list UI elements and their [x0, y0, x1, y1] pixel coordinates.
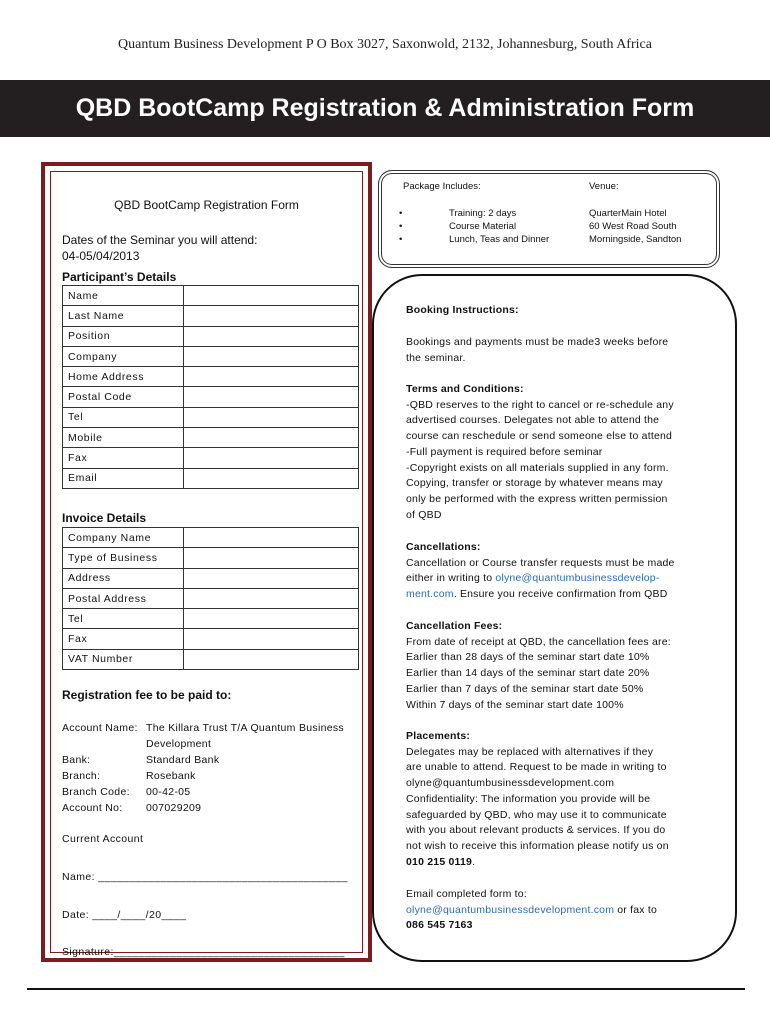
bank-row: [62, 754, 220, 766]
booking-line: Bookings and payments must be made3 weeks before: [406, 336, 669, 348]
participant-field-input[interactable]: [183, 326, 358, 346]
info-box: [372, 274, 737, 962]
table-row: [63, 346, 359, 366]
placements-section: [406, 729, 706, 870]
invoice-field-input[interactable]: [183, 528, 358, 548]
participant-heading: Participant’s Details: [62, 270, 177, 284]
name-signature-line[interactable]: Name: ________________________________________: [62, 871, 348, 883]
branch-code-label: Branch Code:: [62, 786, 130, 798]
invoice-field-label: Tel: [63, 609, 184, 629]
account-name-row: [62, 722, 344, 734]
invoice-field-label: Company Name: [63, 528, 184, 548]
package-item: Training: 2 days: [449, 208, 517, 219]
participant-field-input[interactable]: [183, 468, 358, 488]
invoice-heading: Invoice Details: [62, 511, 147, 525]
table-row: [63, 568, 359, 588]
dates-value: 04-05/04/2013: [62, 249, 140, 263]
participant-field-label: Last Name: [63, 306, 184, 326]
account-no-label: Account No:: [62, 802, 123, 814]
branch-value: Rosebank: [146, 770, 196, 782]
fees-line: From date of receipt at QBD, the cancellation fees are:: [406, 635, 671, 648]
page-title: QBD BootCamp Registration & Administration Form: [75, 94, 695, 122]
bank-label: Bank:: [62, 754, 91, 766]
branch-row: [62, 770, 196, 782]
fee-heading: Registration fee to be paid to:: [62, 688, 232, 702]
branch-label: Branch:: [62, 770, 101, 782]
participant-field-input[interactable]: [183, 407, 358, 427]
cancel-line: [406, 571, 706, 587]
email-line: [406, 903, 706, 919]
title-bar: [0, 80, 770, 137]
package-item: Course Material: [449, 221, 517, 232]
invoice-field-input[interactable]: [183, 548, 358, 568]
email-completed-label: Email completed form to:: [406, 888, 527, 900]
invoice-field-label: Address: [63, 568, 184, 588]
bullet: •: [399, 208, 403, 219]
package-item: Lunch, Teas and Dinner: [449, 234, 550, 245]
registration-form-inner: [50, 171, 363, 958]
date-line[interactable]: Date: ____/____/20____: [62, 909, 187, 921]
account-no-row: [62, 802, 202, 814]
account-no-value: 007029209: [146, 802, 202, 814]
cancel-line: [406, 587, 706, 603]
registration-form-panel: [41, 162, 372, 962]
booking-section: [406, 303, 706, 319]
participant-field-label: Fax: [63, 448, 184, 468]
invoice-field-label: VAT Number: [63, 649, 184, 669]
package-box: [378, 170, 720, 268]
booking-line: the seminar.: [406, 351, 466, 364]
fees-line: Earlier than 14 days of the seminar start date 20%: [406, 667, 650, 680]
venue-line: QuarterMain Hotel: [589, 208, 667, 219]
participant-field-input[interactable]: [183, 367, 358, 387]
table-row: [63, 407, 359, 427]
terms-line: -Full payment is required before seminar: [406, 445, 603, 458]
table-row: [63, 367, 359, 387]
bottom-divider: [27, 988, 745, 990]
invoice-field-input[interactable]: [183, 629, 358, 649]
participant-field-label: Home Address: [63, 367, 184, 387]
table-row: [63, 306, 359, 326]
participant-field-input[interactable]: [183, 428, 358, 448]
venue-line: 60 West Road South: [589, 221, 677, 232]
placements-line: with you about relevant products & services. If you do: [406, 824, 666, 837]
cancel-email-link[interactable]: olyne@quantumbusinessdevelop-: [495, 572, 660, 585]
fees-section: [406, 619, 706, 713]
cancellations-section: [406, 540, 706, 603]
booking-text: [406, 335, 706, 366]
terms-line: advertised courses. Delegates not able to attend the: [406, 414, 660, 427]
dates-label: Dates of the Seminar you will attend:: [62, 233, 258, 247]
invoice-field-input[interactable]: [183, 609, 358, 629]
participant-field-input[interactable]: [183, 448, 358, 468]
table-row: [63, 609, 359, 629]
cancel-text: either in writing to: [406, 572, 496, 585]
placements-line: safeguarded by QBD, who may use it to communicate: [406, 808, 667, 821]
invoice-field-input[interactable]: [183, 649, 358, 669]
venue-line: Morningside, Sandton: [589, 234, 682, 245]
current-account: Current Account: [62, 833, 144, 845]
cancellations-heading: Cancellations:: [406, 541, 481, 553]
booking-heading: Booking Instructions:: [406, 304, 519, 316]
table-row: [63, 548, 359, 568]
terms-heading: Terms and Conditions:: [406, 383, 524, 395]
table-row: [63, 387, 359, 407]
participant-field-label: Mobile: [63, 428, 184, 448]
terms-line: -Copyright exists on all materials supplied in any form.: [406, 461, 669, 474]
table-row: [63, 428, 359, 448]
participant-table: [62, 285, 359, 489]
cancel-line: Cancellation or Course transfer requests must be made: [406, 556, 675, 569]
participant-field-input[interactable]: [183, 387, 358, 407]
invoice-field-label: Fax: [63, 629, 184, 649]
placements-line: Confidentiality: The information you provide will be: [406, 792, 651, 805]
placements-line: not wish to receive this information please notify us on: [406, 839, 669, 852]
bullet: •: [399, 234, 403, 245]
placements-line: Delegates may be replaced with alternatives if they: [406, 745, 654, 758]
cancel-email-link-2[interactable]: ment.com: [406, 588, 454, 601]
terms-section: [406, 382, 706, 523]
fax-number: 086 545 7163: [406, 919, 473, 932]
fees-line: Within 7 days of the seminar start date 100%: [406, 698, 624, 711]
venue-heading: Venue:: [589, 181, 619, 192]
participant-field-label: Name: [63, 286, 184, 306]
invoice-field-input[interactable]: [183, 568, 358, 588]
fees-line: Earlier than 28 days of the seminar start date 10%: [406, 651, 650, 664]
branch-code-value: 00-42-05: [146, 786, 191, 798]
placements-line: are unable to attend. Request to be made in writing to: [406, 761, 667, 774]
bullet: •: [399, 221, 403, 232]
table-row: [63, 326, 359, 346]
fax-text: or fax to: [614, 903, 657, 916]
form-title: QBD BootCamp Registration Form: [114, 198, 299, 212]
account-name-label: Account Name:: [62, 722, 138, 734]
table-row: [63, 649, 359, 669]
branch-code-row: [62, 786, 191, 798]
bank-value: Standard Bank: [146, 754, 220, 766]
package-includes-heading: Package Includes:: [403, 181, 481, 192]
participant-field-label: Company: [63, 346, 184, 366]
table-row: [63, 286, 359, 306]
terms-line: only be performed with the express written permission: [406, 492, 668, 505]
participant-field-input[interactable]: [183, 306, 358, 326]
phone-suffix: .: [472, 855, 476, 868]
participant-field-label: Email: [63, 468, 184, 488]
terms-line: of QBD: [406, 508, 442, 521]
invoice-table: [62, 527, 359, 670]
account-name-row-2: [62, 738, 212, 750]
participant-field-input[interactable]: [183, 346, 358, 366]
fees-heading: Cancellation Fees:: [406, 620, 503, 632]
table-row: [63, 629, 359, 649]
participant-field-label: Postal Code: [63, 387, 184, 407]
signature-line[interactable]: Signature:_____________________________________: [62, 946, 345, 958]
company-address: Quantum Business Development P O Box 3027, Saxonwold, 2132, Johannesburg, South Africa: [118, 37, 652, 52]
table-row: [63, 528, 359, 548]
participant-field-label: Position: [63, 326, 184, 346]
invoice-field-input[interactable]: [183, 588, 358, 608]
cancel-text: . Ensure you receive confirmation from QBD: [453, 588, 668, 601]
email-link[interactable]: olyne@quantumbusinessdevelopment.com: [406, 903, 615, 916]
terms-line: Copying, transfer or storage by whatever means may: [406, 477, 663, 490]
table-row: [63, 448, 359, 468]
email-section: [406, 887, 706, 934]
table-row: [63, 588, 359, 608]
account-name-value-2: Development: [146, 738, 212, 750]
account-name-value: The Killara Trust T/A Quantum Business: [146, 722, 344, 734]
placements-line: olyne@quantumbusinessdevelopment.com: [406, 777, 615, 790]
placements-line: [406, 855, 706, 871]
terms-line: -QBD reserves to the right to cancel or re-schedule any: [406, 398, 674, 411]
phone-number: 010 215 0119: [406, 855, 473, 868]
participant-field-label: Tel: [63, 407, 184, 427]
participant-field-input[interactable]: [183, 286, 358, 306]
invoice-field-label: Type of Business: [63, 548, 184, 568]
invoice-field-label: Postal Address: [63, 588, 184, 608]
table-row: [63, 468, 359, 488]
terms-line: course can reschedule or send someone else to attend: [406, 430, 673, 443]
placements-heading: Placements:: [406, 730, 471, 742]
fees-line: Earlier than 7 days of the seminar start date 50%: [406, 682, 644, 695]
